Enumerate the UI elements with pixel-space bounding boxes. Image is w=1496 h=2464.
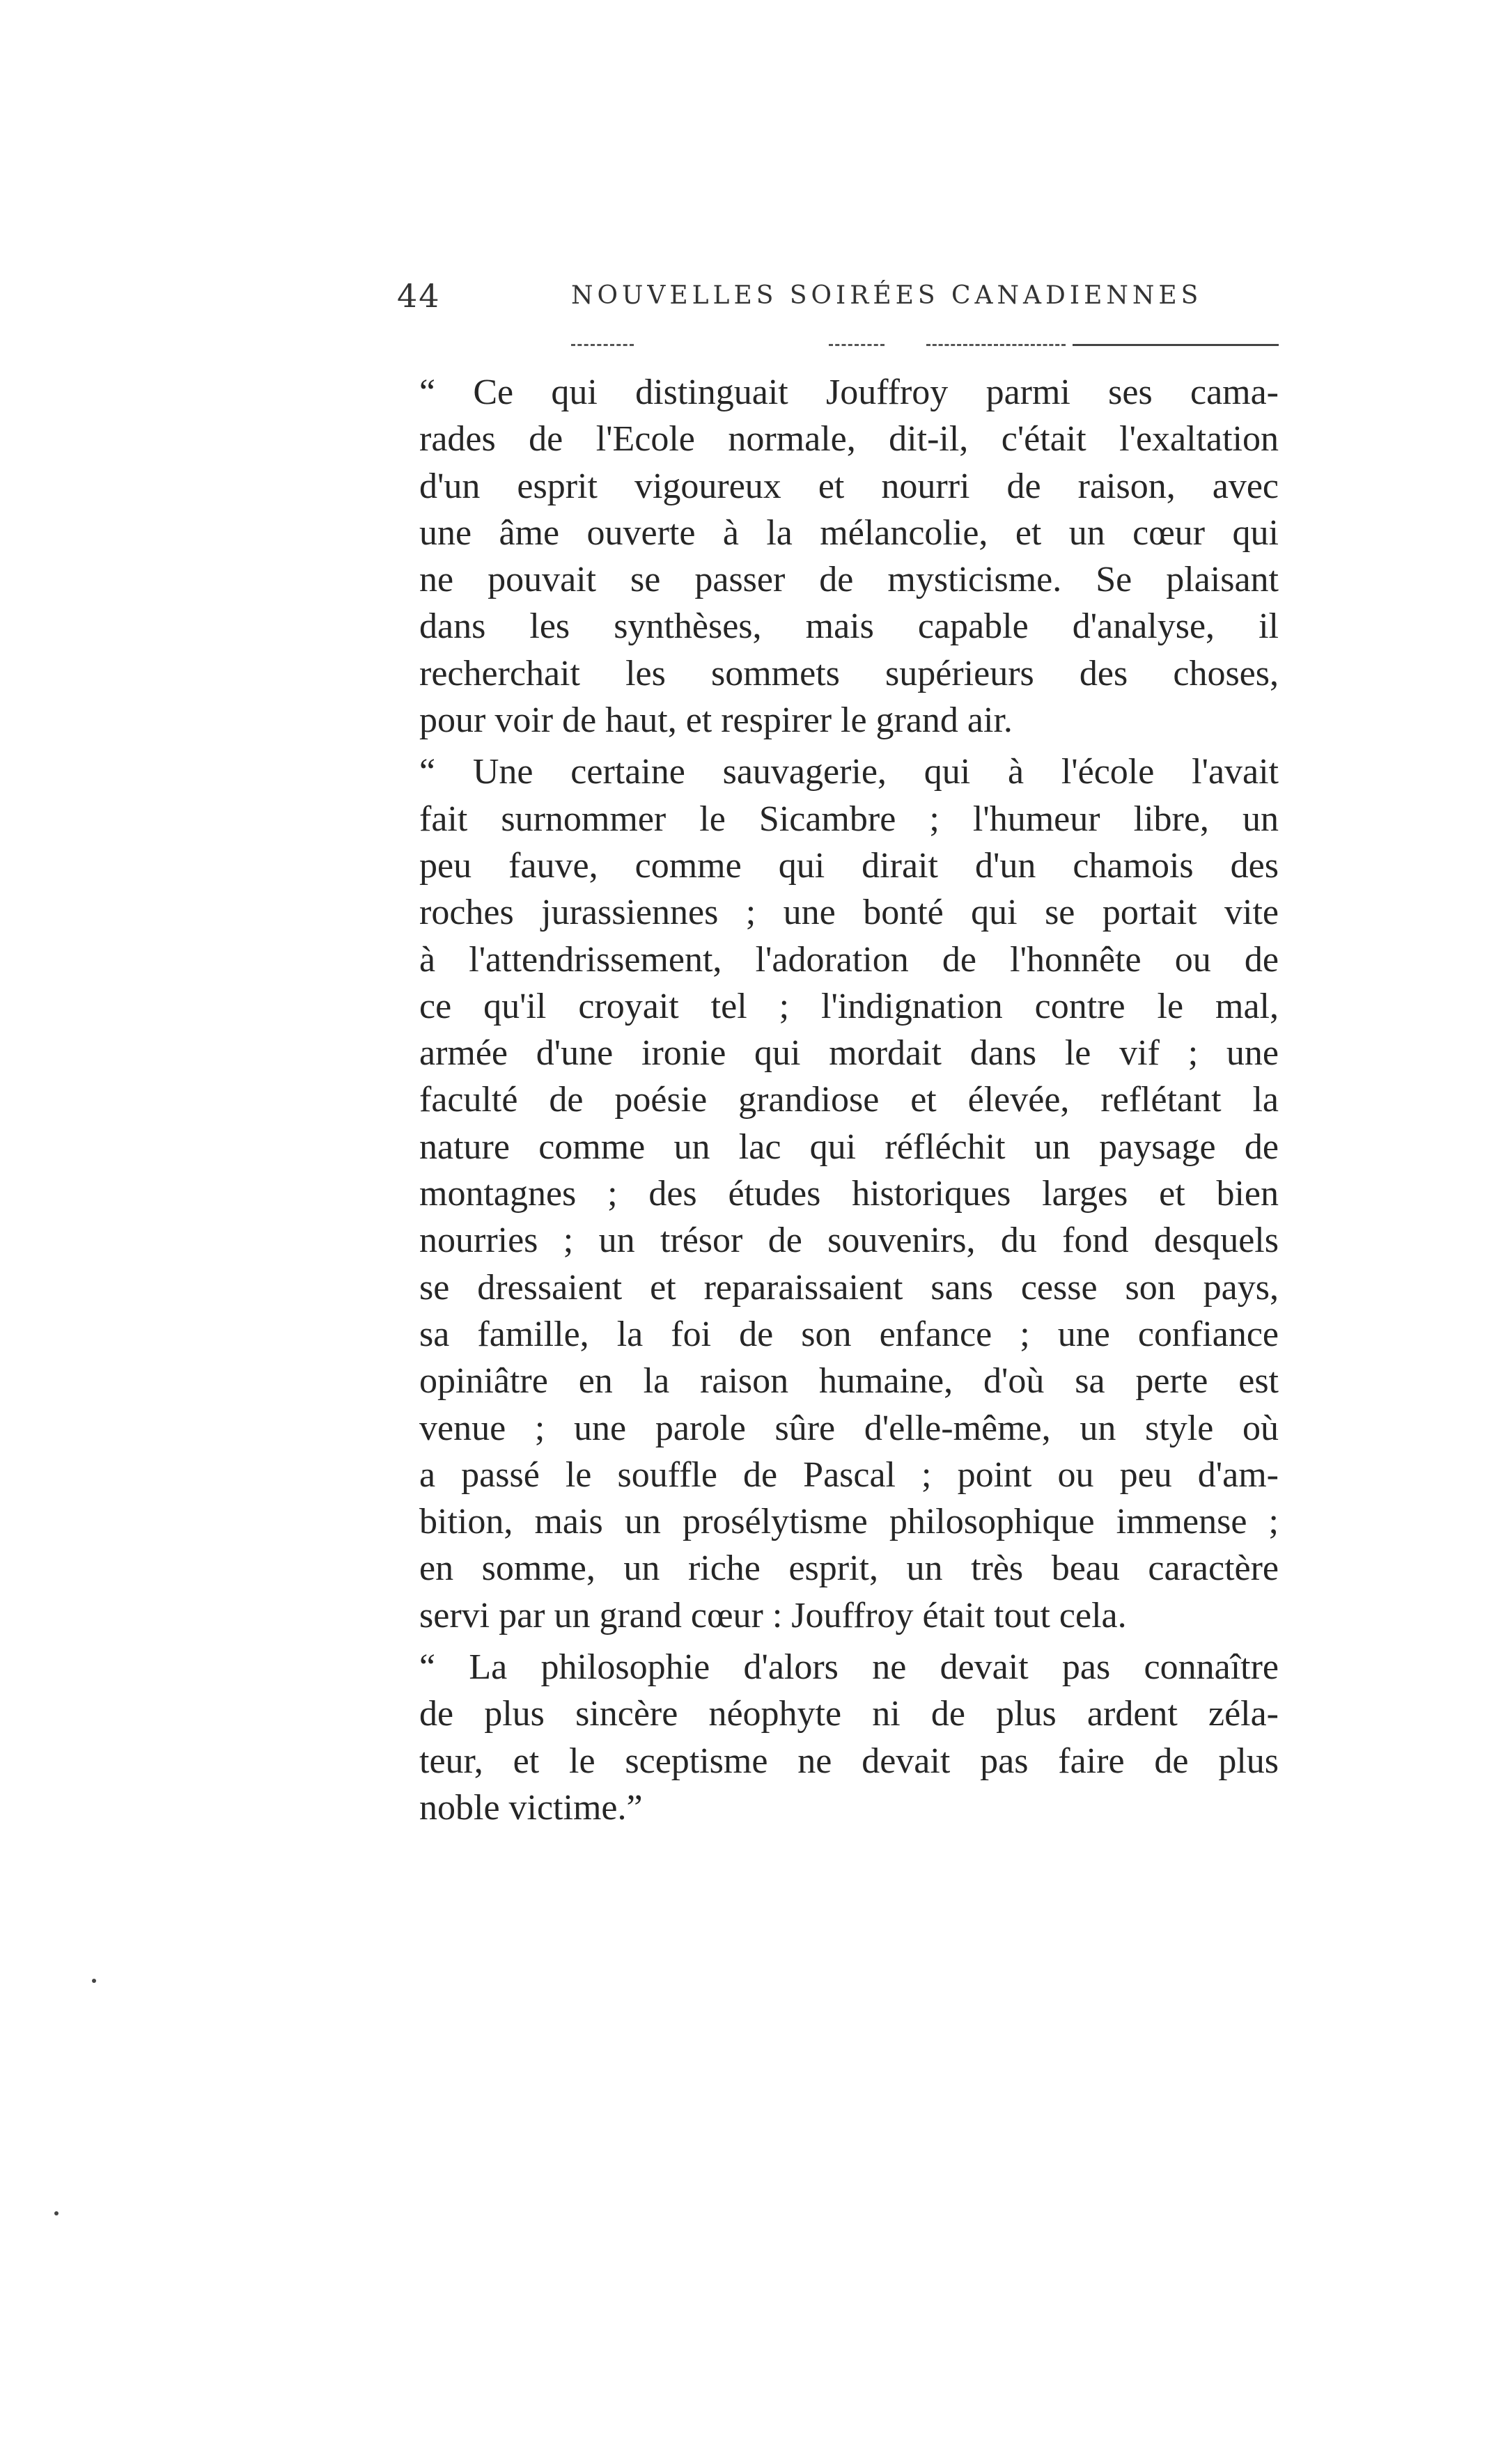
text-line: nourries ; un trésor de souvenirs, du fond desquels	[419, 1221, 1279, 1261]
text-line: servi par un grand cœur : Jouffroy était tout cela.	[419, 1595, 1127, 1635]
text-line: nature comme un lac qui réfléchit un paysage de	[419, 1127, 1279, 1167]
paragraph-1	[400, 369, 1279, 744]
text-line: se dressaient et reparaissaient sans cesse son pays,	[419, 1267, 1279, 1308]
header-rule-left	[571, 344, 634, 346]
text-line: opiniâtre en la raison humaine, d'où sa perte est	[419, 1361, 1279, 1402]
header-rule-right-dashed	[926, 344, 1066, 346]
text-line: rades de l'Ecole normale, dit-il, c'était l'exaltation	[419, 419, 1279, 460]
header-rule-middle	[829, 344, 885, 346]
text-line: pour voir de haut, et respirer le grand air.	[419, 700, 1013, 741]
text-line: peu fauve, comme qui dirait d'un chamois des	[419, 845, 1279, 886]
paragraph-3	[400, 1644, 1279, 1831]
text-line: roches jurassiennes ; une bonté qui se portait vite	[419, 893, 1279, 933]
text-line: fait surnommer le Sicambre ; l'humeur libre, un	[419, 799, 1279, 839]
body-text	[400, 369, 1279, 1836]
paragraph-2	[400, 748, 1279, 1639]
text-line: en somme, un riche esprit, un très beau caractère	[419, 1548, 1279, 1589]
text-line: bition, mais un prosélytisme philosophique immense ;	[419, 1502, 1279, 1542]
text-line: “ Une certaine sauvagerie, qui à l'école l'avait	[419, 752, 1279, 792]
text-line: de plus sincère néophyte ni de plus ardent zéla-	[419, 1694, 1279, 1734]
text-line: armée d'une ironie qui mordait dans le vif ; une	[419, 1033, 1279, 1074]
header-rule-right-solid	[1073, 344, 1279, 346]
page-number: 44	[397, 277, 441, 315]
specks-mark	[92, 1979, 96, 1983]
text-line: venue ; une parole sûre d'elle-même, un style où	[419, 1408, 1279, 1448]
text-line: teur, et le sceptisme ne devait pas faire de plus	[419, 1741, 1279, 1781]
page-header	[397, 277, 1275, 319]
text-line: dans les synthèses, mais capable d'analyse, il	[419, 606, 1279, 647]
text-line: “ La philosophie d'alors ne devait pas connaître	[419, 1647, 1279, 1688]
text-line: “ Ce qui distinguait Jouffroy parmi ses cama-	[419, 372, 1279, 412]
text-line: d'un esprit vigoureux et nourri de raison, avec	[419, 466, 1279, 506]
text-line: montagnes ; des études historiques larges et bien	[419, 1174, 1279, 1214]
text-line: sa famille, la foi de son enfance ; une confiance	[419, 1314, 1279, 1354]
text-line: ne pouvait se passer de mysticisme. Se plaisant	[419, 560, 1279, 600]
specks-mark	[54, 2211, 59, 2215]
text-line: à l'attendrissement, l'adoration de l'honnête ou de	[419, 939, 1279, 980]
text-line: recherchait les sommets supérieurs des choses,	[419, 653, 1279, 693]
running-title: NOUVELLES SOIRÉES CANADIENNES	[571, 281, 1203, 310]
text-line: ce qu'il croyait tel ; l'indignation contre le mal,	[419, 986, 1279, 1026]
text-line: a passé le souffle de Pascal ; point ou peu d'am-	[419, 1454, 1279, 1495]
text-line: une âme ouverte à la mélancolie, et un cœur qui	[419, 512, 1279, 553]
text-line: noble victime.”	[419, 1787, 643, 1828]
text-line: faculté de poésie grandiose et élevée, reflétant la	[419, 1080, 1279, 1120]
